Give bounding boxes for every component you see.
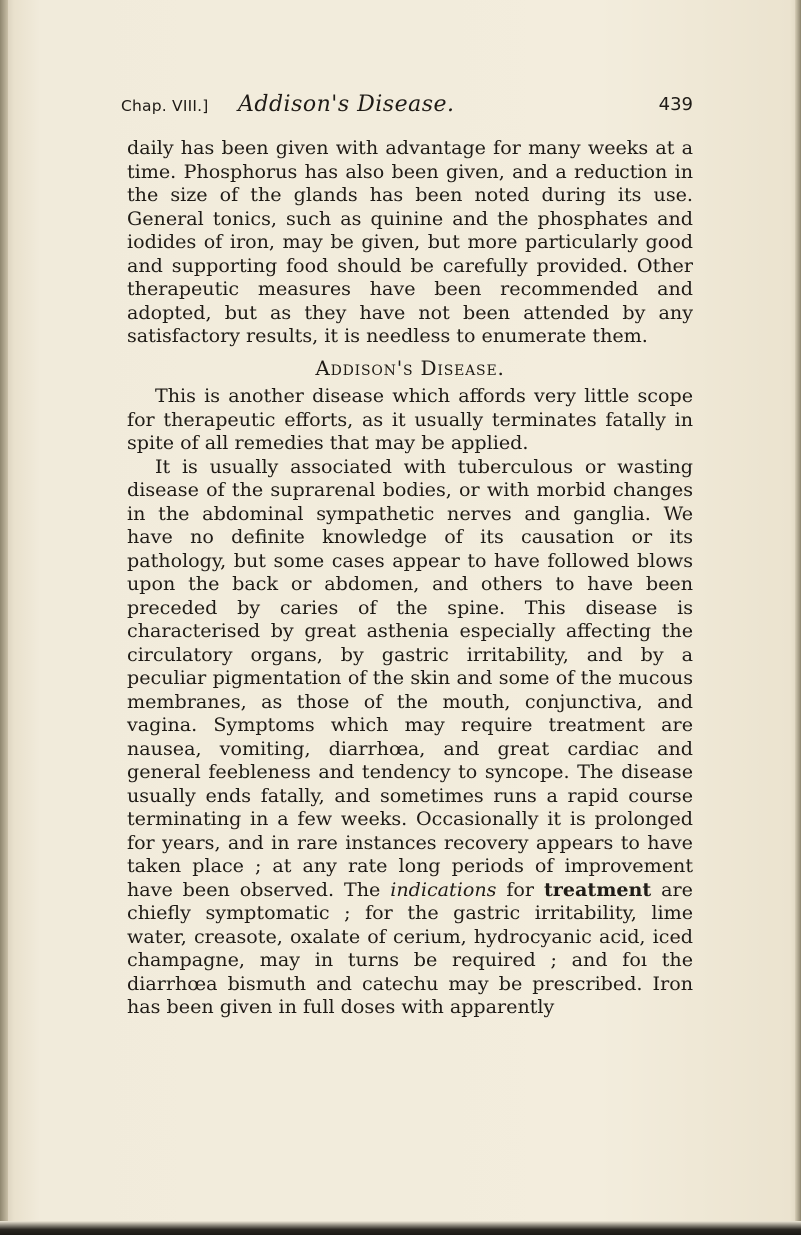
page-bottom-edge bbox=[0, 1221, 801, 1235]
bold-treatment: treatment bbox=[543, 877, 652, 901]
word-for: for bbox=[506, 877, 535, 901]
chapter-label: Chap. VIII.] bbox=[121, 97, 209, 115]
paragraph-main bbox=[127, 455, 693, 1019]
paragraph-continuation: daily has been given with advantage for many weeks at a time. Phosphorus has also been given, and a reduction in the size of the glands has been noted during its use. General tonics, such as quinine and the phosphates and iodides of iron, may be given, but more particularly good and supporting food should be carefully provided. Other therapeutic measures have been recommended and adopted, but as they have not been attended by any satisfactory results, it is needless to enumerate them. bbox=[127, 136, 693, 347]
page-body bbox=[127, 136, 693, 1019]
paragraph-main-text: It is usually associated with tuberculous or wasting disease of the suprarenal bodies, or with morbid changes in the abdominal sympathetic nerves and ganglia. We have no definite knowledge of its causation or its pathology, but some cases appear to have followed blows upon the back or abdomen, and others to have been preceded by caries of the spine. This disease is characterised by great asthenia especially affecting the circulatory organs, by gastric irritability, and by a peculiar pigmentation of the skin and some of the mucous membranes, as those of the mouth, conjunctiva, and vagina. Symptoms which may require treatment are nausea, vomiting, diarrhœa, and great cardiac and general feebleness and tendency to syncope. The disease usually ends fatally, and sometimes runs a rapid course terminating in a few weeks. Occasionally it is prolonged for years, and in rare instances recovery appears to have taken place ; at any rate long periods of improvement have been observed. The bbox=[127, 454, 693, 901]
running-header bbox=[121, 92, 701, 122]
paragraph-intro: This is another disease which affords very little scope for therapeutic efforts, as it usually terminates fatally in spite of all remedies that may be applied. bbox=[127, 384, 693, 454]
section-heading: Addison's Disease. bbox=[315, 355, 505, 380]
page-number: 439 bbox=[658, 94, 693, 115]
page-spine-shadow bbox=[0, 0, 8, 1235]
paragraph-main-text-end: are chiefly symptomatic ; for the gastric irritability, lime water, creasote, oxalate of cerium, hydrocyanic acid, iced champagne, may in turns be required ; and foı the diarrhœa bismuth and catechu may be prescribed. Iron has been given in full doses with apparently bbox=[127, 877, 693, 1018]
page-right-edge bbox=[795, 0, 801, 1235]
italic-indications: indications bbox=[390, 877, 497, 901]
running-title: Addison's Disease. bbox=[238, 92, 455, 117]
